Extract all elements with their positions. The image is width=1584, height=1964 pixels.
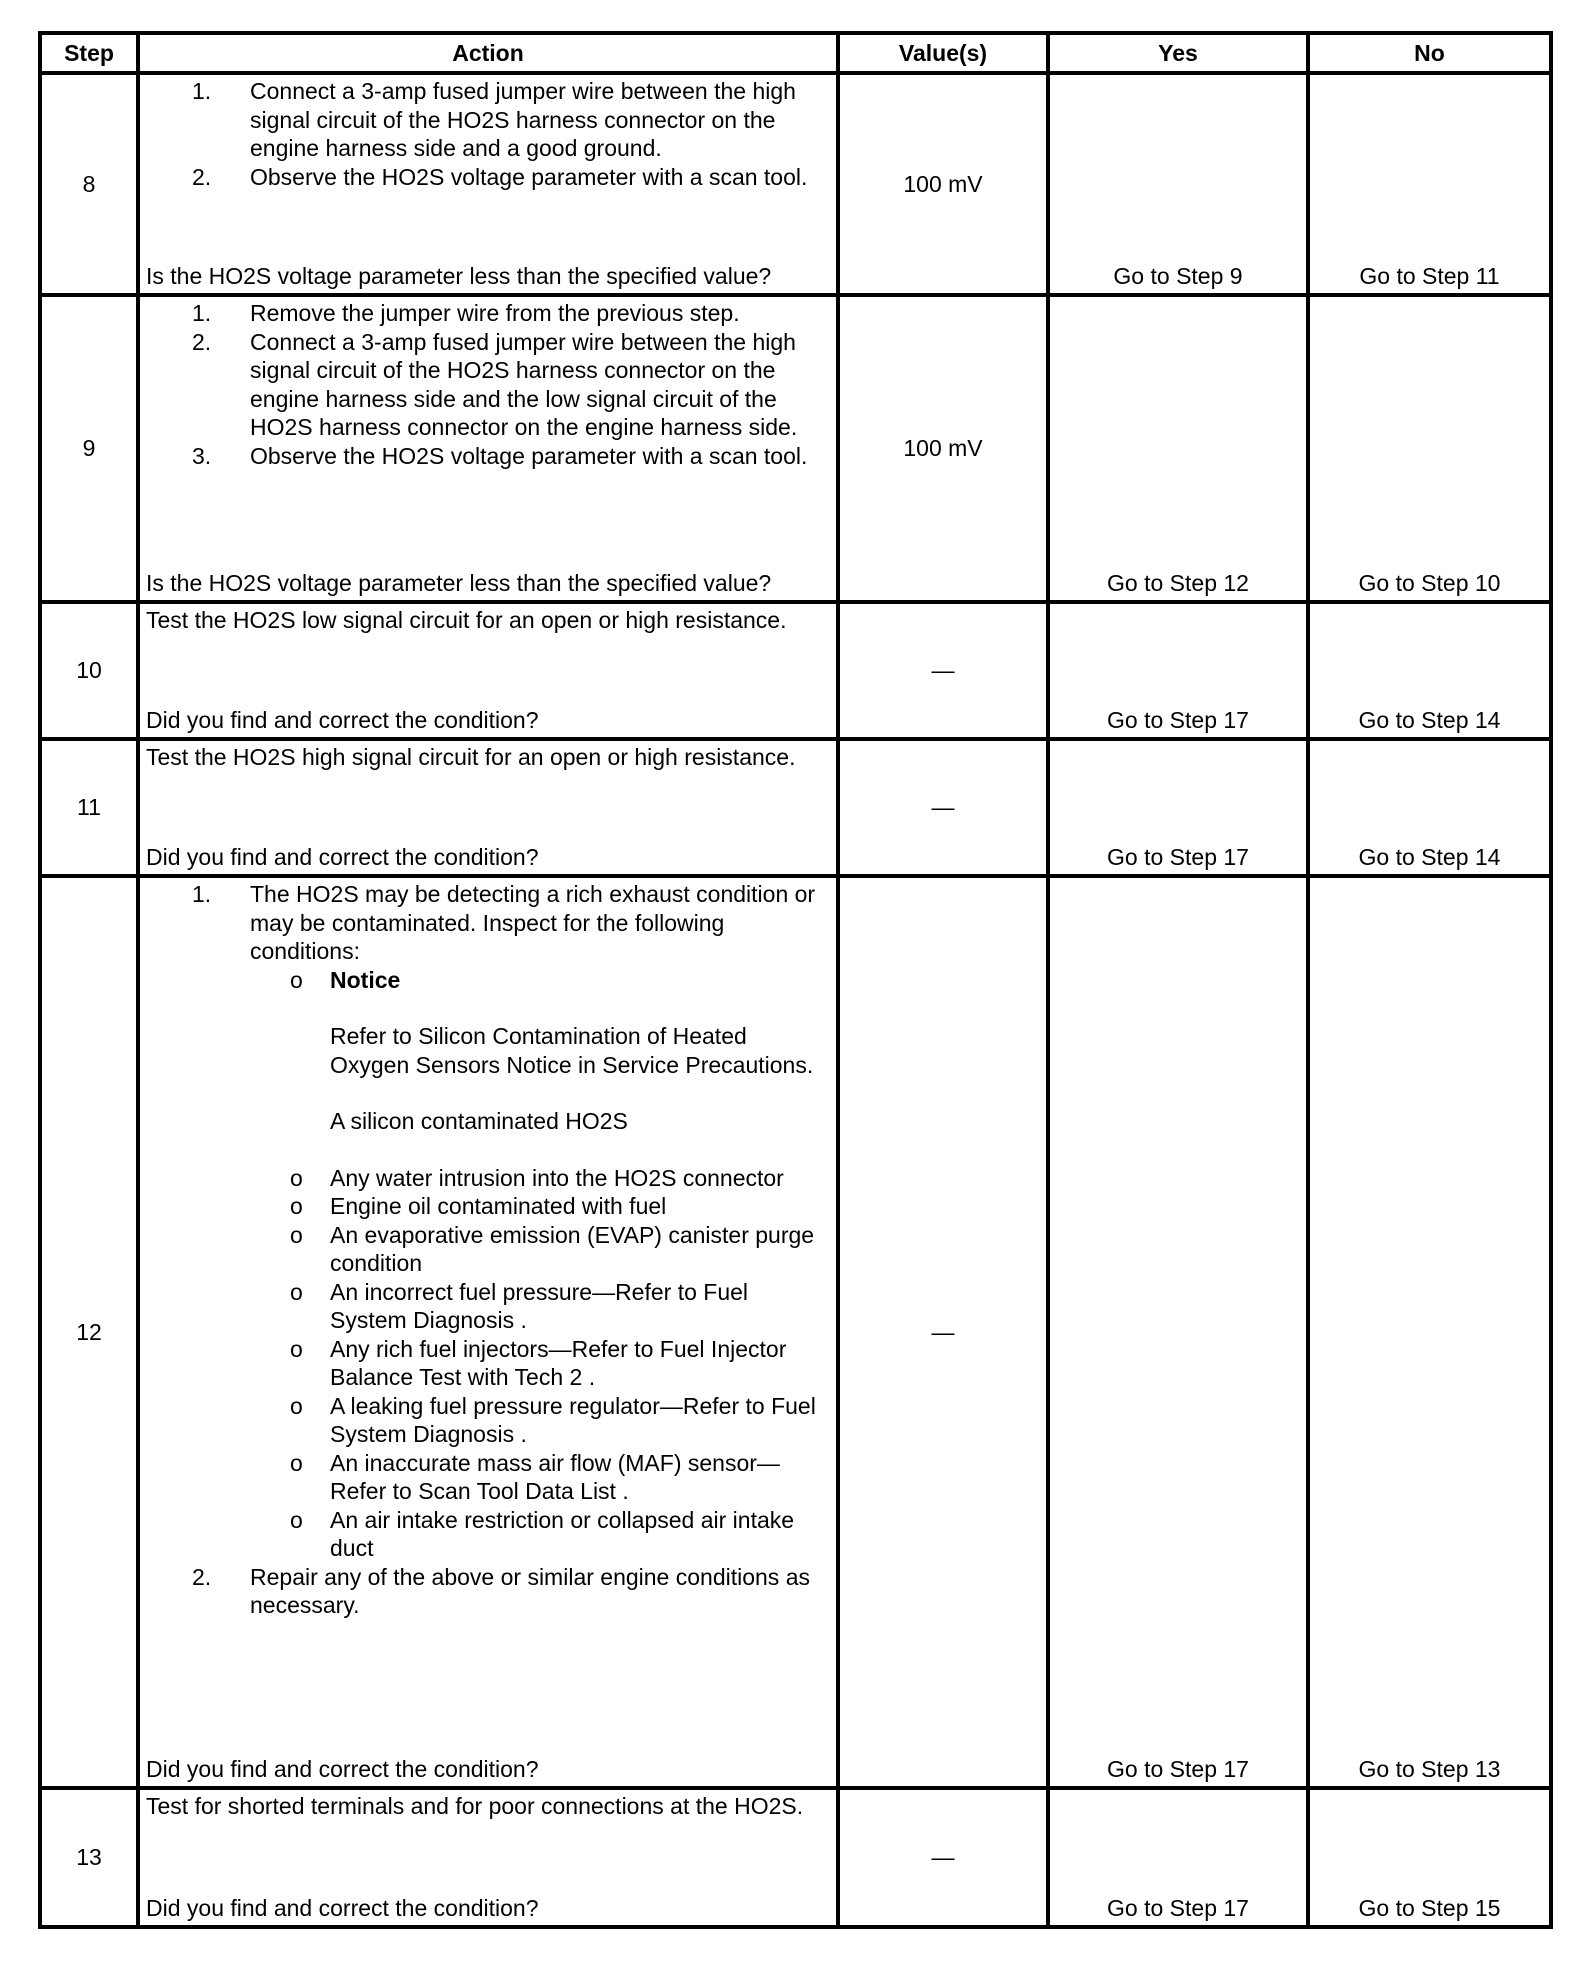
action-cell (138, 1788, 838, 1927)
table-row (40, 73, 1551, 295)
list-item (250, 1335, 830, 1392)
action-steps (146, 77, 830, 191)
step-index: 2. (192, 328, 212, 355)
condition-text: Any water intrusion into the HO2S connector (330, 1164, 784, 1191)
step-number: 13 (40, 1788, 138, 1927)
table-row (40, 602, 1551, 739)
value-cell: 100 mV (838, 295, 1048, 602)
no-cell: Go to Step 14 (1308, 739, 1551, 876)
diagnostic-table (38, 31, 1553, 1929)
step-text: The HO2S may be detecting a rich exhaust condition or may be contaminated. Inspect for the following conditions: (250, 881, 816, 964)
action-steps (146, 1563, 830, 1620)
action-cell (138, 602, 838, 739)
action-text: Test for shorted terminals and for poor connections at the HO2S. (146, 1793, 804, 1819)
value-cell: — (838, 1788, 1048, 1927)
yes-cell: Go to Step 17 (1048, 739, 1308, 876)
action-cell (138, 739, 838, 876)
action-steps (146, 299, 830, 470)
action-step (146, 1563, 830, 1620)
action-text: Test the HO2S low signal circuit for an open or high resistance. (146, 607, 787, 633)
action-step (146, 880, 830, 966)
step-text: Connect a 3-amp fused jumper wire between the high signal circuit of the HO2S harness connector on the engine harness side and the low signal circuit of the HO2S harness connector on the engine harness side. (250, 328, 798, 440)
action-steps (146, 880, 830, 966)
value-cell: — (838, 602, 1048, 739)
yes-cell: Go to Step 17 (1048, 602, 1308, 739)
step-index: 1. (192, 78, 212, 104)
bullet-mark: o (290, 1221, 303, 1248)
header-values: Value(s) (838, 33, 1048, 73)
bullet-mark: o (290, 1164, 303, 1191)
condition-text: An incorrect fuel pressure—Refer to Fuel System Diagnosis . (330, 1278, 749, 1333)
bullet-mark: o (290, 1193, 303, 1219)
table-row (40, 295, 1551, 602)
question-text: Did you find and correct the condition? (146, 706, 539, 733)
yes-cell: Go to Step 17 (1048, 876, 1308, 1788)
yes-cell: Go to Step 12 (1048, 295, 1308, 602)
step-index: 3. (192, 442, 212, 469)
question-text: Is the HO2S voltage parameter less than the specified value? (146, 569, 772, 596)
action-step (146, 442, 830, 471)
step-index: 2. (192, 1563, 212, 1590)
action-text: Test the HO2S high signal circuit for an open or high resistance. (146, 744, 796, 770)
table-row (40, 739, 1551, 876)
bullet-mark: o (290, 966, 303, 993)
question-text: Did you find and correct the condition? (146, 1894, 539, 1921)
list-item (250, 1449, 830, 1506)
value-cell: 100 mV (838, 73, 1048, 295)
step-index: 2. (192, 163, 212, 190)
action-step (146, 299, 830, 328)
bullet-mark: o (290, 1506, 303, 1533)
question-text: Is the HO2S voltage parameter less than the specified value? (146, 262, 772, 289)
no-cell: Go to Step 15 (1308, 1788, 1551, 1927)
no-cell: Go to Step 11 (1308, 73, 1551, 295)
header-row (40, 33, 1551, 73)
step-number: 10 (40, 602, 138, 739)
no-cell: Go to Step 14 (1308, 602, 1551, 739)
step-text: Observe the HO2S voltage parameter with a scan tool. (250, 163, 808, 190)
action-step (146, 328, 830, 442)
no-cell: Go to Step 10 (1308, 295, 1551, 602)
condition-text: Engine oil contaminated with fuel (330, 1193, 667, 1219)
list-item (250, 1164, 830, 1193)
bullet-mark: o (290, 1278, 303, 1305)
header-yes: Yes (1048, 33, 1308, 73)
bullet-mark: o (290, 1449, 303, 1476)
action-step (146, 77, 830, 163)
action-cell (138, 295, 838, 602)
condition-text: Any rich fuel injectors—Refer to Fuel Injector Balance Test with Tech 2 . (330, 1335, 787, 1390)
header-action: Action (138, 33, 838, 73)
value-cell: — (838, 739, 1048, 876)
step-text: Observe the HO2S voltage parameter with a scan tool. (250, 442, 808, 469)
list-item (250, 1392, 830, 1449)
list-item (250, 1221, 830, 1278)
question-text: Did you find and correct the condition? (146, 843, 539, 870)
notice-item: A silicon contaminated HO2S (330, 1108, 628, 1134)
notice-body: Refer to Silicon Contamination of Heated Oxygen Sensors Notice in Service Precautions. (330, 1023, 814, 1078)
question-text: Did you find and correct the condition? (146, 1755, 539, 1782)
step-number: 11 (40, 739, 138, 876)
step-text: Remove the jumper wire from the previous step. (250, 300, 740, 326)
step-index: 1. (192, 300, 212, 326)
value-cell: — (838, 876, 1048, 1788)
condition-list (146, 966, 830, 1563)
list-item (250, 1278, 830, 1335)
step-number: 9 (40, 295, 138, 602)
condition-text: An inaccurate mass air flow (MAF) sensor—Refer to Scan Tool Data List . (330, 1449, 780, 1504)
header-step: Step (40, 33, 138, 73)
bullet-mark: o (290, 1392, 303, 1419)
bullet-mark: o (290, 1335, 303, 1362)
condition-text: An air intake restriction or collapsed air intake duct (330, 1506, 795, 1561)
condition-text: An evaporative emission (EVAP) canister purge condition (330, 1221, 815, 1276)
action-cell (138, 876, 838, 1788)
step-text: Connect a 3-amp fused jumper wire between the high signal circuit of the HO2S harness connector on the engine harness side and a good ground. (250, 78, 796, 161)
step-number: 8 (40, 73, 138, 295)
list-item (250, 966, 830, 995)
list-item (250, 1192, 830, 1221)
step-index: 1. (192, 881, 212, 907)
table-row (40, 1788, 1551, 1927)
action-cell (138, 73, 838, 295)
header-no: No (1308, 33, 1551, 73)
step-text: Repair any of the above or similar engine conditions as necessary. (250, 1563, 810, 1618)
yes-cell: Go to Step 9 (1048, 73, 1308, 295)
notice-title: Notice (330, 966, 401, 993)
list-item (250, 1506, 830, 1563)
yes-cell: Go to Step 17 (1048, 1788, 1308, 1927)
table-row (40, 876, 1551, 1788)
action-step (146, 163, 830, 192)
step-number: 12 (40, 876, 138, 1788)
condition-text: A leaking fuel pressure regulator—Refer to Fuel System Diagnosis . (330, 1392, 816, 1447)
no-cell: Go to Step 13 (1308, 876, 1551, 1788)
